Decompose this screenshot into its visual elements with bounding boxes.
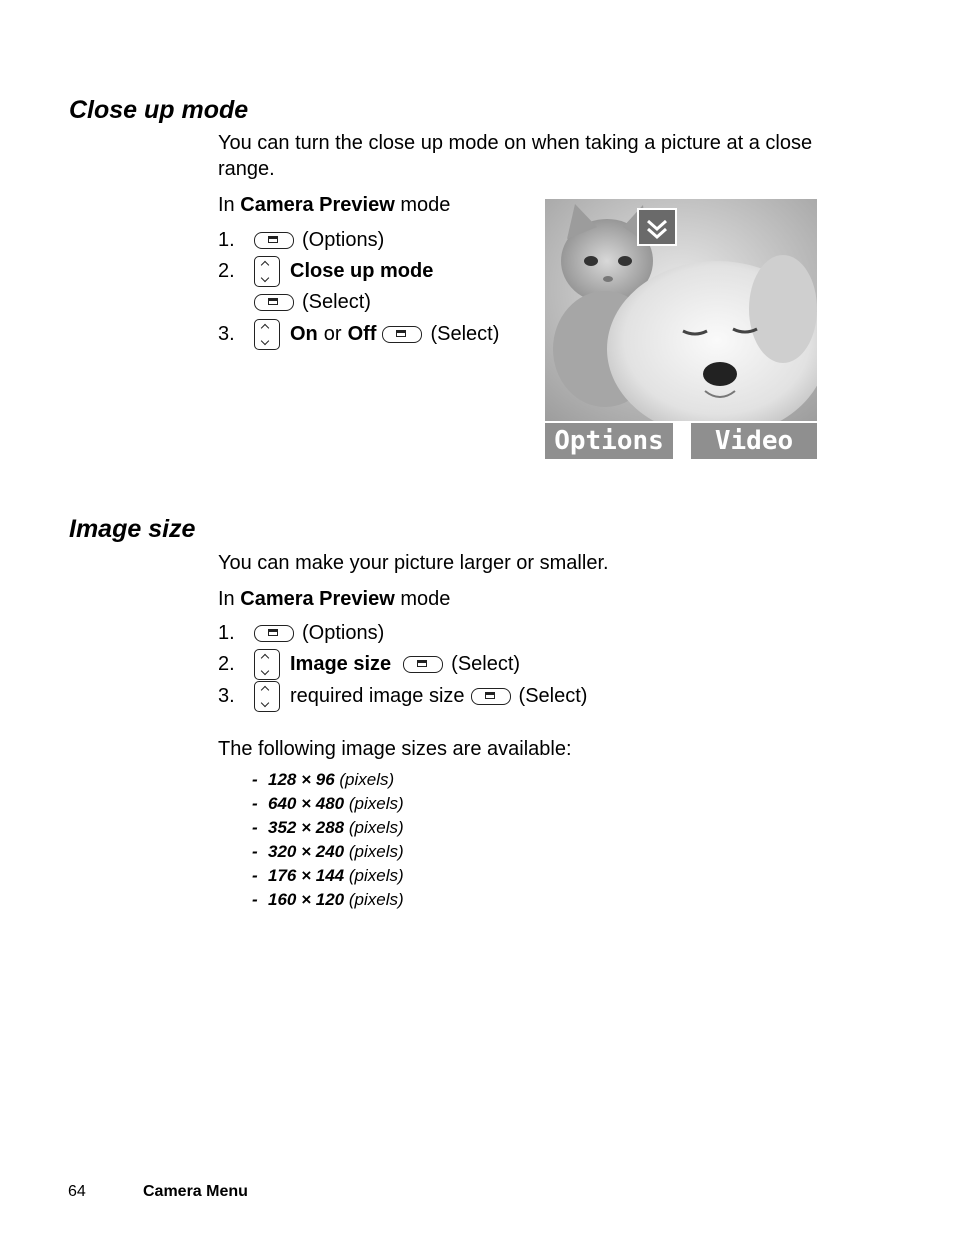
navigation-key-icon — [254, 649, 280, 680]
size-unit: (pixels) — [348, 866, 404, 885]
close-up-intro: You can turn the close up mode on when taking a picture at a close range. — [218, 132, 813, 180]
step-number: 1. — [218, 622, 235, 644]
step-number: 2. — [218, 653, 235, 675]
camera-preview-screen — [545, 199, 817, 459]
size-unit: (pixels) — [348, 794, 404, 813]
list-item: - 128 × 96 (pixels) — [252, 770, 395, 789]
step-1 — [218, 619, 587, 647]
step-text: (Options) — [302, 622, 385, 644]
section-title-image-size: Image size — [69, 515, 196, 543]
softkey-icon — [254, 232, 294, 249]
step-text: (Select) — [302, 291, 371, 313]
navigation-key-icon — [254, 681, 280, 712]
mode-line — [218, 192, 450, 218]
step-number: 1. — [218, 229, 235, 251]
step-text: (Select) — [430, 323, 500, 345]
image-size-steps — [218, 619, 587, 710]
mode-name: Camera Preview — [240, 588, 395, 610]
close-up-steps — [218, 226, 499, 348]
list-item: - 176 × 144 (pixels) — [252, 866, 404, 885]
size-value: 128 × 96 — [268, 770, 335, 789]
size-value: 320 × 240 — [268, 842, 345, 861]
list-item: - 320 × 240 (pixels) — [252, 842, 404, 861]
step-bold: Image size — [290, 653, 392, 675]
chapter-name: Camera Menu — [143, 1183, 248, 1200]
image-size-intro: You can make your picture larger or smaller. — [218, 552, 609, 574]
step-text: (Options) — [302, 229, 385, 251]
step-3 — [218, 320, 499, 348]
mode-prefix: In — [218, 588, 235, 610]
step-bold-on: On — [290, 323, 318, 345]
mode-name: Camera Preview — [240, 194, 395, 216]
softkey-icon — [382, 326, 422, 343]
navigation-key-icon — [254, 319, 280, 350]
step-number: 2. — [218, 260, 235, 282]
mode-line — [218, 586, 450, 612]
mode-suffix: mode — [400, 588, 451, 610]
size-value: 160 × 120 — [268, 890, 345, 909]
step-number: 3. — [218, 323, 235, 345]
step-bold-off: Off — [347, 323, 377, 345]
step-text: (Select) — [518, 685, 588, 707]
step-bold: Close up mode — [290, 260, 434, 282]
softkey-icon — [471, 688, 511, 705]
section-title-close-up-mode: Close up mode — [69, 96, 249, 124]
size-value: 640 × 480 — [268, 794, 345, 813]
softkey-options-label: Options — [554, 426, 664, 456]
step-text: (Select) — [451, 653, 521, 675]
softkey-video-label: Video — [714, 426, 794, 456]
size-unit: (pixels) — [348, 842, 404, 861]
step-or: or — [323, 323, 342, 345]
softkey-icon — [254, 625, 294, 642]
size-unit: (pixels) — [348, 818, 404, 837]
step-2-continued — [218, 288, 499, 316]
mode-suffix: mode — [400, 194, 451, 216]
puppy-kitten-photo — [545, 199, 817, 459]
mode-prefix: In — [218, 194, 235, 216]
step-2 — [218, 650, 587, 678]
step-number: 3. — [218, 685, 235, 707]
size-value: 176 × 144 — [268, 866, 345, 885]
step-plain: required image size — [290, 685, 465, 707]
softkey-icon — [254, 294, 294, 311]
available-sizes-intro: The following image sizes are available: — [218, 738, 572, 760]
size-unit: (pixels) — [348, 890, 404, 909]
softkey-icon — [403, 656, 443, 673]
size-value: 352 × 288 — [268, 818, 345, 837]
list-item: - 160 × 120 (pixels) — [252, 890, 404, 909]
size-unit: (pixels) — [339, 770, 395, 789]
navigation-key-icon — [254, 256, 280, 287]
step-1 — [218, 226, 499, 254]
list-item: - 640 × 480 (pixels) — [252, 794, 404, 813]
list-item: - 352 × 288 (pixels) — [252, 818, 404, 837]
page-number: 64 — [68, 1183, 86, 1200]
step-3 — [218, 682, 587, 710]
image-size-list — [252, 768, 404, 912]
step-2 — [218, 257, 499, 285]
